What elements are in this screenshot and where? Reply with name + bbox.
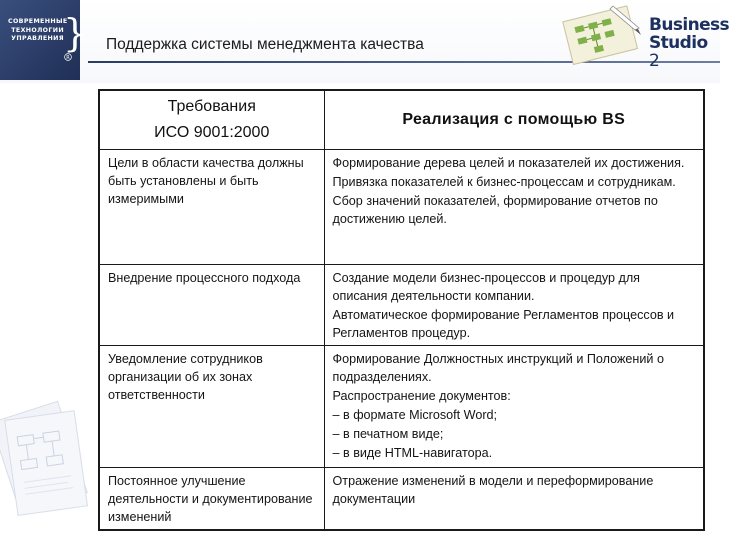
registered-mark-icon [64,53,72,61]
implementation-cell [324,468,704,531]
implementation-line: Формирование Должностных инструкций и Положений о подразделениях. [332,352,664,384]
table-row [99,150,704,265]
implementation-cell [324,346,704,468]
implementation-line: Автоматическое формирование Регламентов процессов и Регламентов процедур. [332,308,675,340]
table-row [99,468,704,531]
table-header-row [99,90,704,150]
header-requirements-line1: Требования [167,98,256,115]
requirement-cell: Цели в области качества должны быть установлены и быть измеримыми [99,150,324,265]
implementation-line: – в печатном виде; [332,427,444,441]
company-logo [0,0,88,80]
implementation-line: Отражение изменений в модели и переформирование документации [332,474,654,506]
page-title: Поддержка системы менеджмента качества [106,36,424,53]
implementation-line: Сбор значений показателей, формирование отчетов по достижению целей. [332,194,658,226]
product-logo [649,15,729,71]
implementation-line: – в формате Microsoft Word; [332,408,498,422]
header-implementation [324,90,704,150]
header-requirements-line2: ИСО 9001:2000 [154,124,270,141]
brace-glyph: } [63,11,88,55]
implementation-cell [324,150,704,265]
table-row [99,265,704,346]
requirements-table [98,89,705,531]
product-logo-line2: Studio 2 [649,33,708,71]
implementation-line: Привязка показателей к бизнес-процессам и сотрудникам. [332,175,676,189]
implementation-cell [324,265,704,346]
header-requirements [99,90,324,150]
implementation-line: Создание модели бизнес-процессов и процедур для описания деятельности компании. [332,271,640,303]
implementation-line: – в виде HTML-навигатора. [332,446,493,460]
documents-stack-icon [0,380,96,540]
implementation-line: Формирование дерева целей и показателей их достижения. [332,156,685,170]
business-studio-diagram-icon [555,2,655,64]
svg-text:R: R [66,54,70,61]
table-row [99,346,704,468]
requirement-cell: Внедрение процессного подхода [99,265,324,346]
header-bar [0,0,729,83]
product-logo-line1: Business [649,15,729,35]
implementation-line: Распространение документов: [332,389,511,403]
header-implementation-text: Реализация с помощью BS [402,111,626,128]
stu-logo-icon: СОВРЕМЕННЫЕ ТЕХНОЛОГИИ УПРАВЛЕНИЯ [8,18,68,43]
requirement-cell: Постоянное улучшение деятельности и документирование изменений [99,468,324,531]
requirement-cell: Уведомление сотрудников организации об их зонах ответственности [99,346,324,468]
